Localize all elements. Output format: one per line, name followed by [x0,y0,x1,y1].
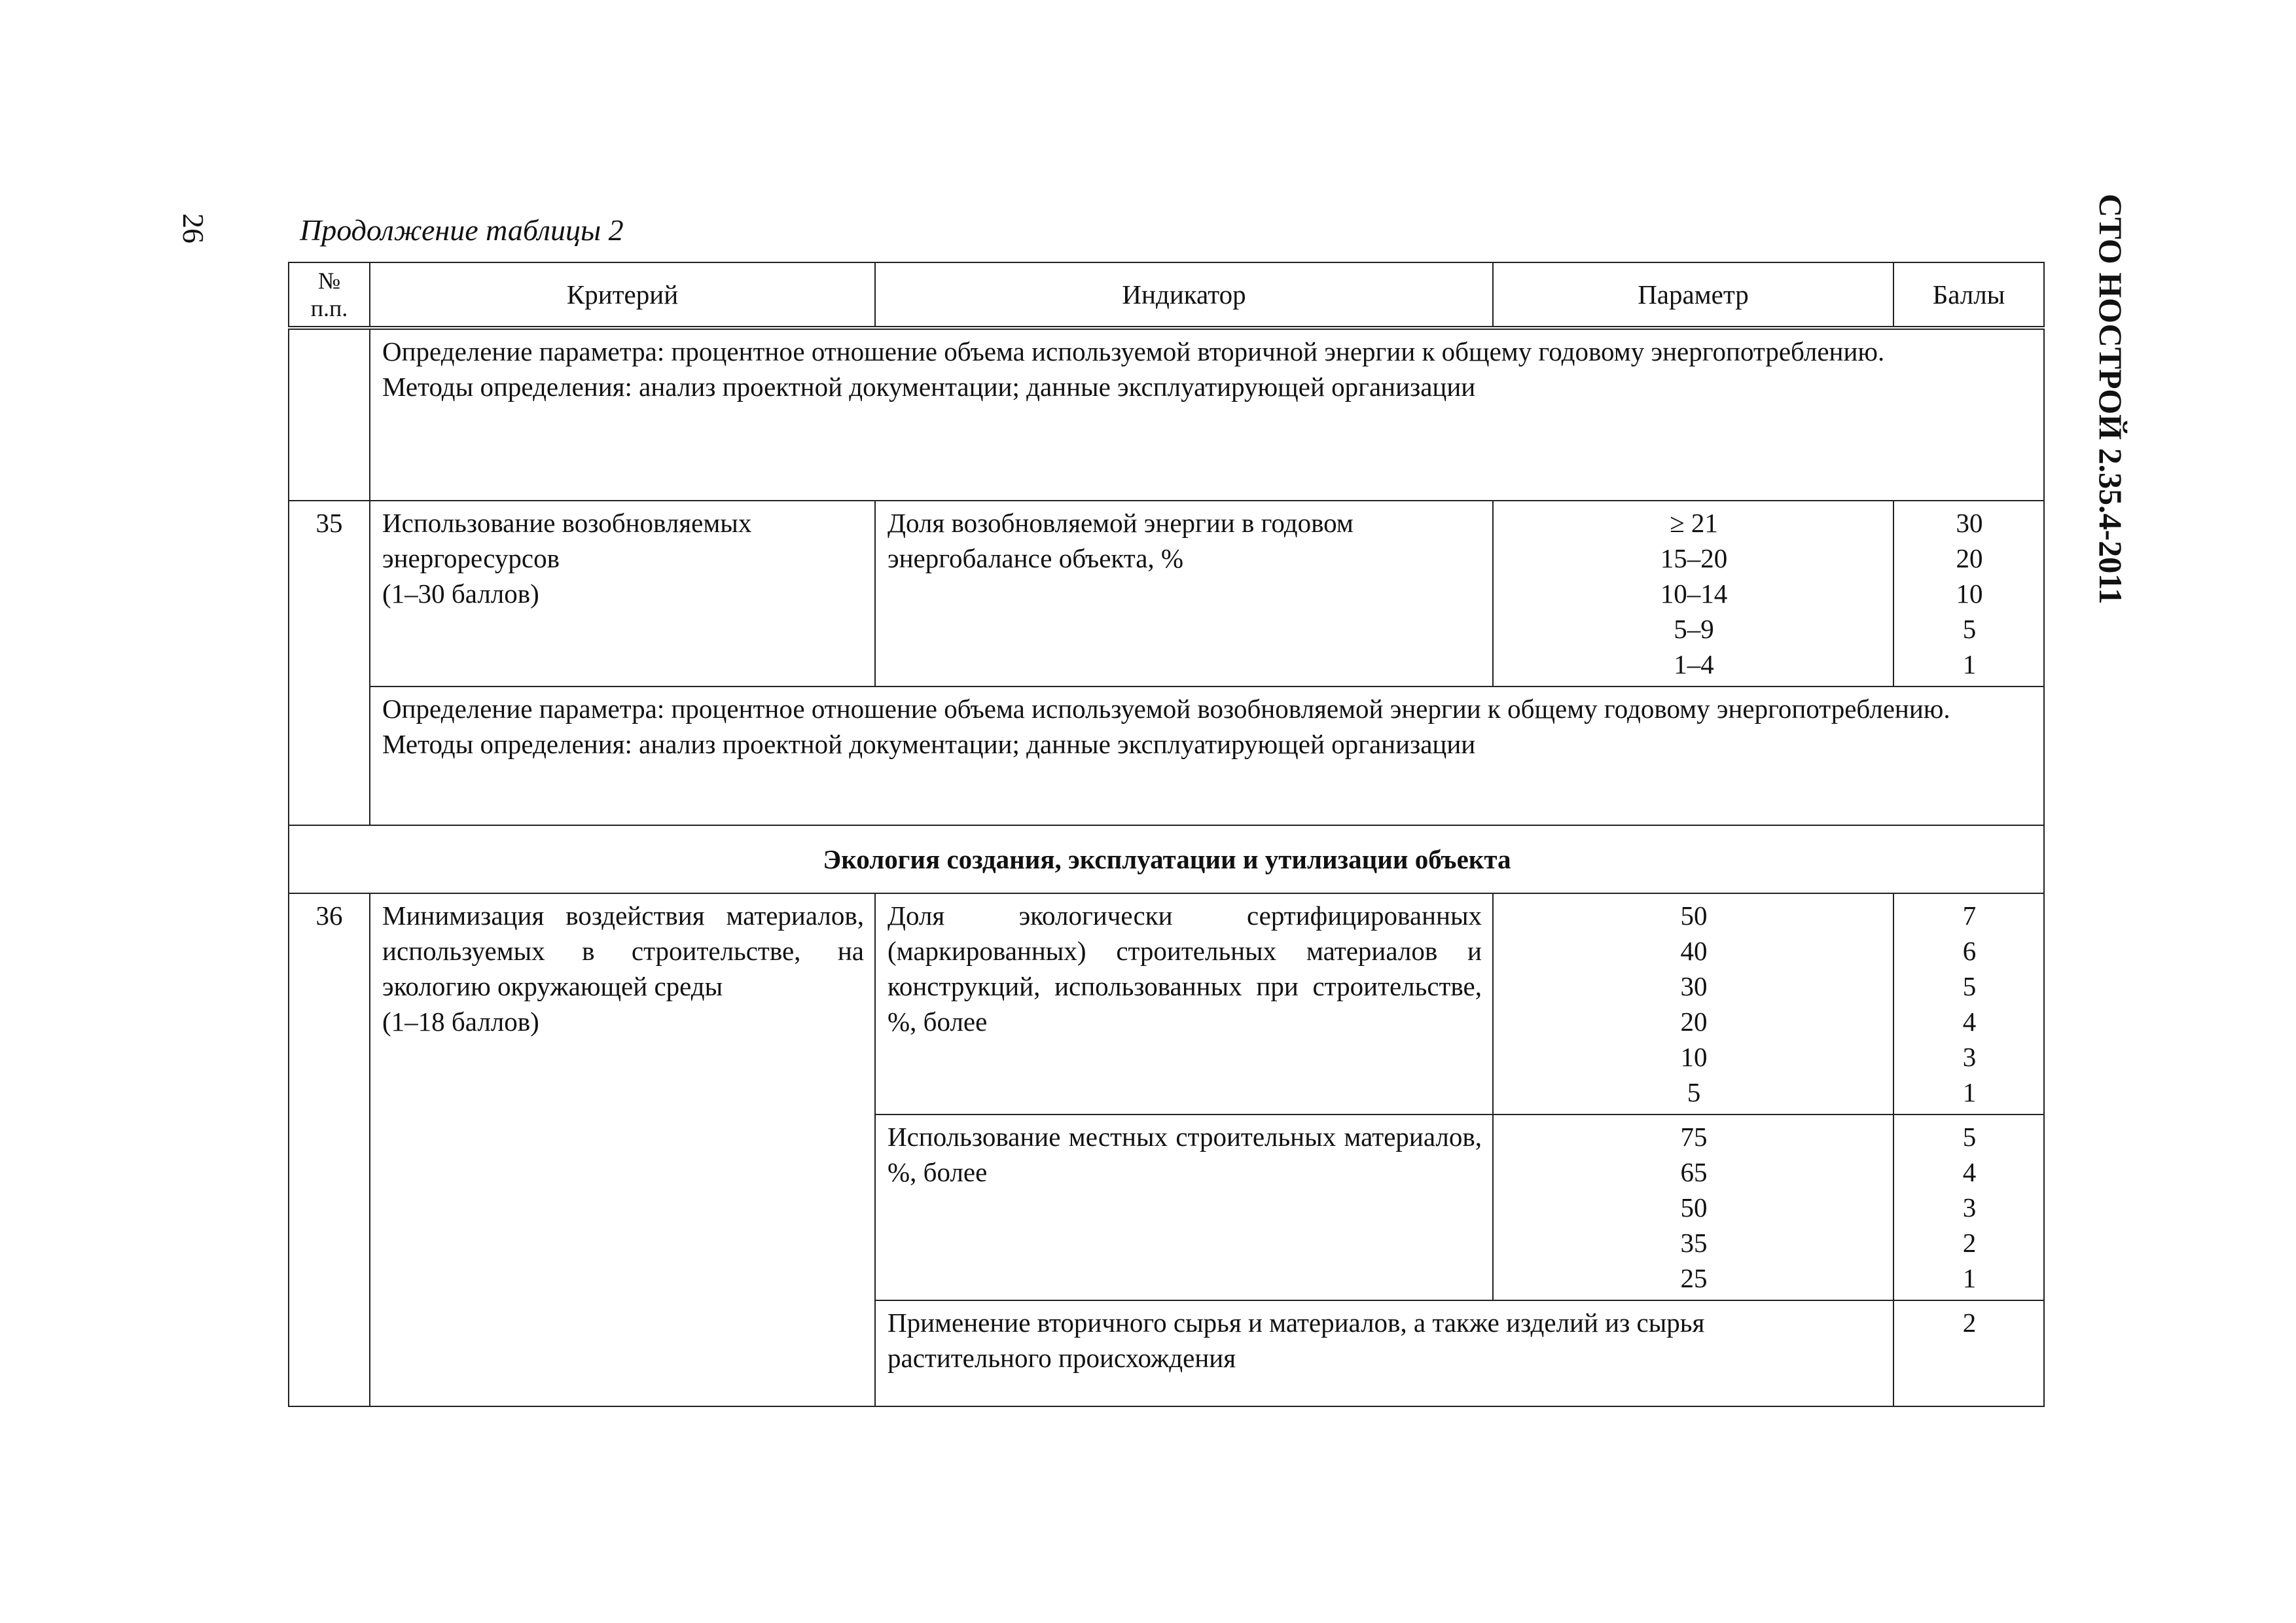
table-header-row [289,262,2044,328]
table-row [289,687,2044,825]
parameter-value: 15–20 [1660,543,1728,573]
criterion-cell [370,501,875,687]
parameter-value: 75 [1680,1122,1708,1152]
methods-text: Методы определения: анализ проектной документации; данные эксплуатирующей организации [382,729,1476,759]
column-header-number [289,262,370,328]
methods-text: Методы определения: анализ проектной документации; данные эксплуатирующей организации [382,372,1476,402]
parameter-value: 10–14 [1660,579,1728,609]
points-value: 6 [1962,936,1977,966]
parameter-value: 20 [1680,1007,1708,1037]
parameter-value: 5–9 [1674,614,1714,644]
parameter-value: 1–4 [1674,649,1714,679]
parameter-cell [1493,501,1893,687]
table-row [289,501,2044,687]
points-value: 3 [1962,1042,1977,1072]
definition-note [370,328,2044,501]
column-header-points: Баллы [1893,262,2044,328]
parameter-value: 40 [1680,936,1708,966]
indicator-cell: Доля экологически сертифицированных (маркированных) строительных материалов и конструкций, использованных при строительстве, %, более [875,893,1493,1115]
parameter-value: 50 [1680,901,1708,931]
criterion-cell [370,893,875,1406]
parameter-value: 50 [1680,1192,1708,1222]
points-value: 2 [1962,1308,1977,1338]
points-value: 1 [1962,649,1977,679]
page-number: 26 [177,213,210,243]
indicator-text: Применение вторичного сырья и материалов, а также изделий из сырья растительного происхождения [888,1308,1705,1373]
criteria-table [288,262,2045,1407]
points-value: 30 [1956,508,1983,538]
definition-note [370,687,2044,825]
indicator-cell: Использование местных строительных материалов, %, более [875,1115,1493,1300]
section-title: Экология создания, эксплуатации и утилизации объекта [289,825,2044,893]
document-code: СТО НОСТРОЙ 2.35.4-2011 [2092,194,2129,605]
parameter-value: 5 [1687,1077,1701,1107]
parameter-value: 30 [1680,971,1708,1001]
points-value: 5 [1962,971,1977,1001]
column-header-parameter: Параметр [1493,262,1893,328]
points-value: 5 [1962,1122,1977,1152]
points-value: 5 [1962,614,1977,644]
points-value: 1 [1962,1263,1977,1293]
indicator-cell: Доля возобновляемой энергии в годовом энергобалансе объекта, % [875,501,1493,687]
criterion-range: (1–18 баллов) [382,1007,539,1037]
points-value: 3 [1962,1192,1977,1222]
criterion-range: (1–30 баллов) [382,579,539,609]
parameter-value: 25 [1680,1263,1708,1293]
section-row [289,825,2044,893]
points-value: 4 [1962,1157,1977,1187]
points-value: 10 [1956,579,1983,609]
points-cell [1893,1115,2044,1300]
parameter-value: 35 [1680,1228,1708,1258]
item-number: 35 [289,501,370,825]
points-value: 4 [1962,1007,1977,1037]
points-value: 2 [1962,1228,1977,1258]
parameter-value: 65 [1680,1157,1708,1187]
points-value: 7 [1962,901,1977,931]
parameter-value: 10 [1680,1042,1708,1072]
item-number: 36 [289,893,370,1406]
table-caption: Продолжение таблицы 2 [300,213,624,247]
definition-text: Определение параметра: процентное отношение объема используемой вторичной энергии к общему годовому энергопотреблению. [382,336,1885,366]
points-cell [1893,1300,2044,1406]
parameter-cell [1493,1115,1893,1300]
parameter-value: ≥ 21 [1670,508,1718,538]
points-cell [1893,893,2044,1115]
criterion-text: Минимизация воздействия материалов, используемых в строительстве, на экологию окружающей среды [382,901,864,1001]
criterion-text: Использование возобновляемых энергоресурсов [382,508,752,573]
column-header-number-line1: № [317,268,341,294]
table-row [289,328,2044,501]
column-header-criterion: Критерий [370,262,875,328]
indicator-cell [875,1300,1893,1406]
column-header-number-line2: п.п. [310,295,348,321]
number-cell-empty [289,328,370,501]
column-header-indicator: Индикатор [875,262,1493,328]
table-row [289,893,2044,1115]
points-value: 1 [1962,1077,1977,1107]
points-value: 20 [1956,543,1983,573]
definition-text: Определение параметра: процентное отношение объема используемой возобновляемой энергии к общему годовому энергопотреблению. [382,694,1950,724]
parameter-cell [1493,893,1893,1115]
points-cell [1893,501,2044,687]
